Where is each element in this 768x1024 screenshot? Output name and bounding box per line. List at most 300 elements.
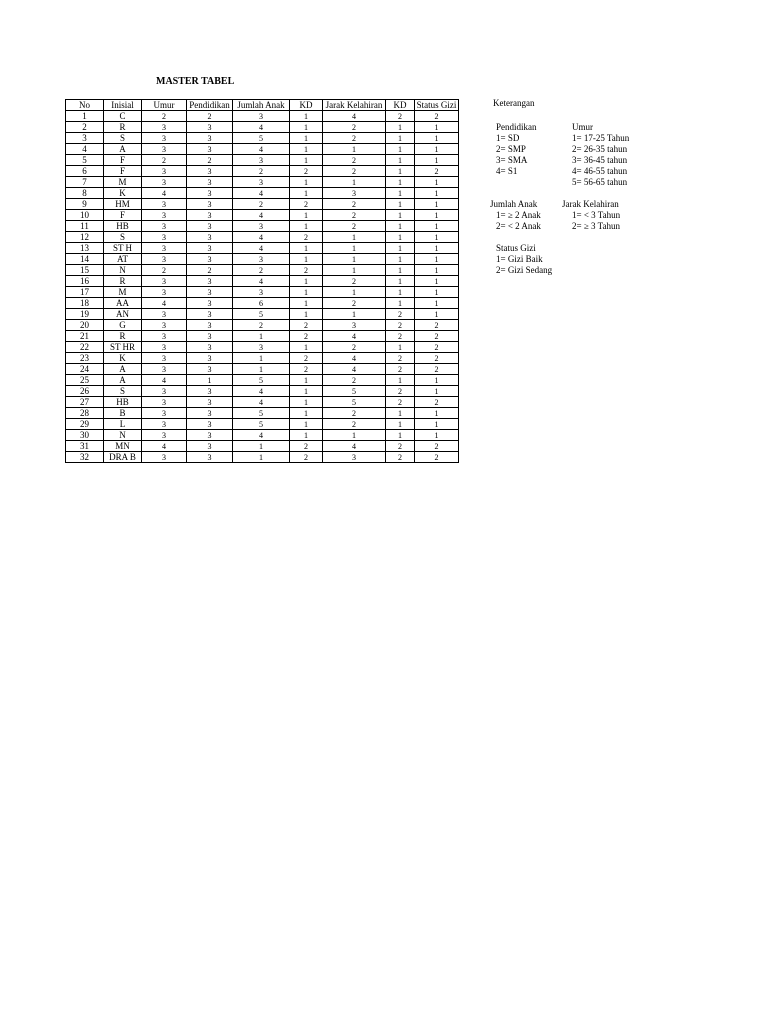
table-cell: G [104,320,142,331]
table-cell: 1 [386,133,415,144]
table-cell: 1 [415,221,459,232]
legend-jarak-kelahiran-title: Jarak Kelahiran [562,199,619,209]
table-cell: 1 [386,342,415,353]
table-cell: 1 [415,232,459,243]
table-cell: 1 [187,375,233,386]
table-cell: 2 [290,441,323,452]
table-cell: 3 [187,243,233,254]
table-cell: 3 [187,210,233,221]
table-cell: 3 [233,111,290,122]
table-cell: 1 [415,430,459,441]
column-header-status-gizi: Status Gizi [415,100,459,111]
table-cell: 17 [66,287,104,298]
table-cell: 1 [386,232,415,243]
table-cell: 2 [187,155,233,166]
table-cell: 3 [142,210,187,221]
table-cell: S [104,232,142,243]
legend-jumlah-anak [490,199,541,232]
table-cell: 1 [386,408,415,419]
table-cell: 3 [142,166,187,177]
table-cell: 1 [415,188,459,199]
table-cell: 1 [66,111,104,122]
column-header-kd: KD [386,100,415,111]
column-header-pendidikan: Pendidikan [187,100,233,111]
table-cell: 31 [66,441,104,452]
legend-pendidikan [496,122,537,177]
table-row [66,375,459,386]
table-cell: N [104,265,142,276]
legend-item: 1= < 3 Tahun [572,210,621,220]
table-cell: 1 [415,408,459,419]
table-cell: 18 [66,298,104,309]
table-cell: 3 [187,452,233,463]
table-cell: 2 [386,353,415,364]
table-cell: 2 [233,199,290,210]
table-cell: 1 [323,232,386,243]
table-cell: 3 [233,254,290,265]
table-cell: 1 [415,133,459,144]
table-row [66,342,459,353]
table-cell: 1 [233,364,290,375]
table-cell: 2 [415,452,459,463]
table-cell: 4 [142,375,187,386]
table-cell: 3 [187,342,233,353]
table-cell: 10 [66,210,104,221]
table-cell: 2 [386,320,415,331]
table-row [66,155,459,166]
table-cell: 13 [66,243,104,254]
table-cell: F [104,166,142,177]
table-row [66,166,459,177]
table-cell: 3 [187,144,233,155]
table-cell: A [104,364,142,375]
table-cell: 2 [290,353,323,364]
table-cell: 3 [142,177,187,188]
table-cell: 2 [415,364,459,375]
table-cell: 32 [66,452,104,463]
table-cell: 2 [415,111,459,122]
table-row [66,353,459,364]
table-cell: N [104,430,142,441]
table-cell: 1 [290,342,323,353]
table-cell: 3 [142,221,187,232]
legend-heading [493,98,534,109]
table-cell: HB [104,221,142,232]
page-title: MASTER TABEL [156,76,235,87]
table-cell: 1 [415,287,459,298]
table-cell: 1 [290,221,323,232]
legend-item: 2= 26-35 tahun [572,144,628,154]
table-cell: 1 [290,188,323,199]
table-cell: 3 [187,430,233,441]
table-cell: A [104,144,142,155]
table-cell: 1 [323,287,386,298]
table-cell: 1 [290,210,323,221]
table-cell: 1 [386,221,415,232]
table-cell: HB [104,397,142,408]
table-cell: 1 [290,243,323,254]
table-cell: 3 [187,199,233,210]
table-cell: 9 [66,199,104,210]
table-cell: 29 [66,419,104,430]
table-cell: 3 [187,232,233,243]
table-cell: 1 [415,199,459,210]
table-cell: 1 [290,177,323,188]
table-cell: 4 [233,397,290,408]
table-cell: K [104,353,142,364]
table-cell: 1 [323,430,386,441]
table-row [66,452,459,463]
table-cell: 1 [415,144,459,155]
table-cell: 1 [290,122,323,133]
table-cell: 3 [233,221,290,232]
table-cell: 3 [187,408,233,419]
table-cell: 2 [386,397,415,408]
table-row [66,199,459,210]
table-cell: 4 [233,276,290,287]
table-cell: 11 [66,221,104,232]
table-row [66,177,459,188]
table-cell: 1 [386,265,415,276]
table-body [66,111,459,463]
table-cell: 1 [415,309,459,320]
table-cell: 2 [233,320,290,331]
table-cell: 1 [290,430,323,441]
table-cell: 2 [386,331,415,342]
table-cell: 3 [187,419,233,430]
table-cell: 1 [415,276,459,287]
column-header-inisial: Inisial [104,100,142,111]
table-cell: 22 [66,342,104,353]
table-row [66,265,459,276]
table-cell: 3 [142,144,187,155]
table-cell: MN [104,441,142,452]
legend-status-gizi-title: Status Gizi [496,243,536,253]
table-cell: 2 [323,210,386,221]
table-cell: 3 [142,243,187,254]
table-cell: AN [104,309,142,320]
table-cell: 4 [233,386,290,397]
table-cell: 3 [233,342,290,353]
table-cell: 3 [142,309,187,320]
table-cell: 4 [233,232,290,243]
table-cell: 1 [415,386,459,397]
table-cell: 3 [233,287,290,298]
table-row [66,419,459,430]
legend-status-gizi [496,243,552,276]
table-cell: 1 [415,254,459,265]
table-cell: 30 [66,430,104,441]
table-cell: 2 [323,155,386,166]
legend-item: 2= ≥ 3 Tahun [572,221,620,231]
table-cell: 5 [233,408,290,419]
table-cell: 3 [142,386,187,397]
table-cell: 3 [142,397,187,408]
table-cell: 1 [290,254,323,265]
table-cell: 4 [323,364,386,375]
legend-item: 2= < 2 Anak [496,221,541,231]
legend-item: 1= Gizi Baik [496,254,543,264]
table-cell: 3 [142,199,187,210]
column-header-umur: Umur [142,100,187,111]
table-row [66,298,459,309]
legend-item: 1= ≥ 2 Anak [496,210,541,220]
table-cell: 23 [66,353,104,364]
table-cell: 3 [233,177,290,188]
table-cell: 2 [386,452,415,463]
table-cell: 1 [290,287,323,298]
table-cell: 1 [386,122,415,133]
table-cell: 1 [290,419,323,430]
table-cell: 2 [415,320,459,331]
table-cell: F [104,155,142,166]
table-row [66,397,459,408]
table-cell: 2 [323,342,386,353]
table-cell: 3 [142,364,187,375]
table-cell: 3 [187,353,233,364]
table-cell: AA [104,298,142,309]
table-cell: 4 [323,331,386,342]
table-cell: 1 [323,254,386,265]
table-cell: 1 [415,375,459,386]
table-cell: 1 [386,254,415,265]
table-cell: 16 [66,276,104,287]
table-cell: 1 [323,265,386,276]
table-cell: S [104,133,142,144]
table-cell: 2 [66,122,104,133]
table-cell: 4 [142,298,187,309]
table-row [66,210,459,221]
table-cell: 3 [142,419,187,430]
table-cell: R [104,276,142,287]
table-cell: 1 [233,331,290,342]
table-cell: 12 [66,232,104,243]
table-cell: 1 [233,452,290,463]
table-cell: 5 [233,375,290,386]
table-cell: 1 [386,210,415,221]
legend-item: 2= SMP [496,144,526,154]
table-cell: 1 [386,287,415,298]
table-cell: 3 [142,133,187,144]
table-cell: 26 [66,386,104,397]
table-row [66,133,459,144]
table-cell: 2 [415,342,459,353]
table-cell: R [104,122,142,133]
table-cell: 3 [187,221,233,232]
table-cell: 2 [290,265,323,276]
table-cell: 6 [233,298,290,309]
table-cell: M [104,287,142,298]
table-cell: 5 [66,155,104,166]
table-cell: 2 [290,320,323,331]
table-cell: 3 [142,232,187,243]
table-cell: 2 [233,166,290,177]
table-cell: S [104,386,142,397]
table-cell: 2 [415,166,459,177]
table-cell: 1 [386,188,415,199]
table-cell: 2 [415,331,459,342]
table-cell: 1 [290,144,323,155]
table-cell: 1 [415,155,459,166]
table-row [66,276,459,287]
table-row [66,364,459,375]
table-cell: 4 [142,441,187,452]
table-cell: 1 [386,430,415,441]
table-cell: 3 [187,397,233,408]
legend-item: 3= 36-45 tahun [572,155,628,165]
table-cell: 1 [415,177,459,188]
table-cell: 2 [415,353,459,364]
table-cell: C [104,111,142,122]
table-cell: 19 [66,309,104,320]
table-cell: 2 [233,265,290,276]
table-cell: 1 [290,386,323,397]
table-row [66,408,459,419]
table-cell: 2 [290,199,323,210]
table-cell: 2 [386,441,415,452]
table-row [66,221,459,232]
table-cell: 4 [66,144,104,155]
table-cell: 3 [187,188,233,199]
table-cell: 1 [386,276,415,287]
table-row [66,441,459,452]
table-cell: 3 [187,364,233,375]
table-cell: 3 [187,177,233,188]
table-cell: 1 [323,309,386,320]
legend-jumlah-anak-title: Jumlah Anak [490,199,538,209]
table-row [66,430,459,441]
table-cell: M [104,177,142,188]
table-cell: 2 [386,386,415,397]
master-table [65,99,459,463]
table-row [66,331,459,342]
table-row [66,188,459,199]
table-cell: 4 [233,430,290,441]
table-cell: 4 [323,111,386,122]
table-cell: 3 [187,133,233,144]
table-cell: 2 [323,166,386,177]
table-cell: 1 [233,353,290,364]
table-cell: 5 [233,309,290,320]
table-cell: 1 [415,122,459,133]
table-cell: 4 [233,188,290,199]
table-cell: F [104,210,142,221]
table-cell: 14 [66,254,104,265]
table-cell: 3 [323,452,386,463]
table-cell: 2 [290,166,323,177]
legend-item: 4= 46-55 tahun [572,166,628,176]
table-cell: 1 [386,243,415,254]
table-row [66,111,459,122]
table-cell: 1 [415,298,459,309]
table-cell: 1 [386,166,415,177]
table-cell: 2 [187,265,233,276]
table-cell: 3 [142,452,187,463]
table-cell: 2 [323,408,386,419]
table-cell: 20 [66,320,104,331]
table-cell: 3 [187,320,233,331]
legend-umur [572,122,629,188]
table-row [66,254,459,265]
table-cell: K [104,188,142,199]
legend-item: 5= 56-65 tahun [572,177,628,187]
table-cell: 28 [66,408,104,419]
table-cell: 5 [233,419,290,430]
table-cell: 24 [66,364,104,375]
table-cell: 5 [233,133,290,144]
table-cell: 1 [290,133,323,144]
table-cell: 1 [323,144,386,155]
table-cell: 2 [187,111,233,122]
table-cell: 2 [323,122,386,133]
table-cell: 3 [142,408,187,419]
table-cell: 1 [386,419,415,430]
table-cell: 3 [187,166,233,177]
table-row [66,287,459,298]
legend-item: 1= SD [496,133,520,143]
table-cell: 1 [290,408,323,419]
legend-heading-text: Keterangan [493,98,535,108]
table-cell: 1 [290,397,323,408]
table-cell: 3 [142,122,187,133]
table-cell: 3 [142,287,187,298]
table-cell: 3 [323,188,386,199]
table-cell: 1 [415,243,459,254]
table-cell: 2 [142,265,187,276]
table-cell: 5 [323,386,386,397]
legend-umur-title: Umur [572,122,593,132]
table-cell: 1 [290,309,323,320]
table-cell: 1 [323,177,386,188]
table-cell: B [104,408,142,419]
table-cell: 2 [323,133,386,144]
table-cell: 4 [233,122,290,133]
column-header-no: No [66,100,104,111]
table-cell: 3 [142,254,187,265]
table-cell: 3 [323,320,386,331]
table-cell: 6 [66,166,104,177]
header-row [66,100,459,111]
table-cell: 3 [187,122,233,133]
column-header-jumlah-anak: Jumlah Anak [233,100,290,111]
table-cell: L [104,419,142,430]
table-cell: 4 [233,210,290,221]
table-cell: 2 [323,298,386,309]
table-cell: 3 [142,353,187,364]
table-cell: 3 [142,331,187,342]
table-cell: 2 [323,221,386,232]
table-cell: 7 [66,177,104,188]
table-cell: 3 [187,298,233,309]
table-cell: 3 [187,441,233,452]
table-cell: 1 [386,155,415,166]
table-cell: 4 [142,188,187,199]
table-cell: 2 [386,309,415,320]
legend-jarak-kelahiran [562,199,620,232]
table-cell: 1 [415,265,459,276]
table-cell: 1 [323,243,386,254]
table-row [66,144,459,155]
table-cell: 2 [290,452,323,463]
table-cell: ST HR [104,342,142,353]
legend-pendidikan-title: Pendidikan [496,122,537,132]
table-cell: 3 [187,386,233,397]
table-cell: 1 [290,155,323,166]
table-cell: 5 [323,397,386,408]
table-cell: A [104,375,142,386]
table-row [66,243,459,254]
table-cell: R [104,331,142,342]
